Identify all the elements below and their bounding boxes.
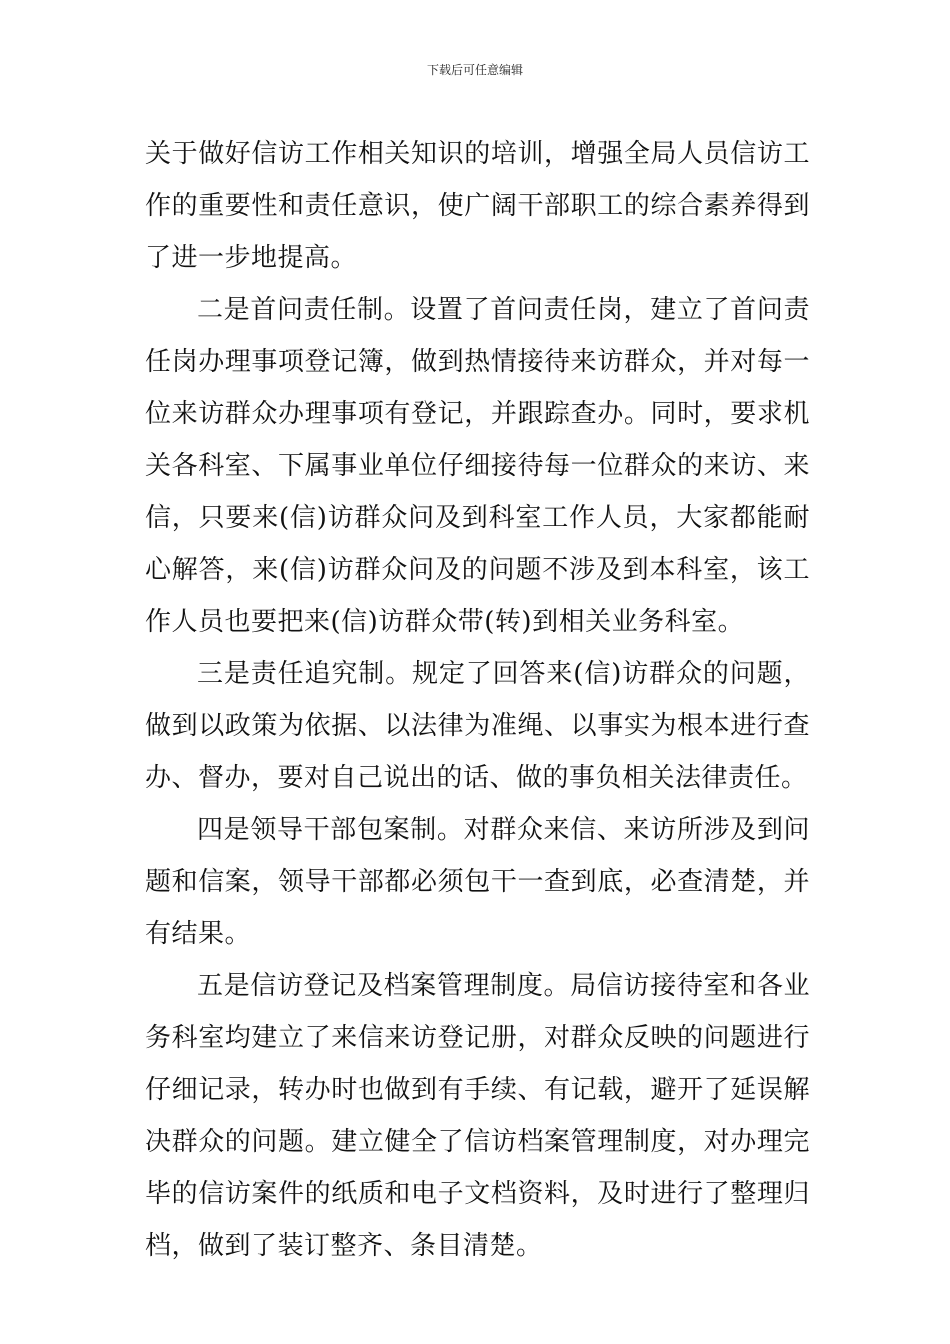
text-line: 务科室均建立了来信来访登记册，对群众反映的问题进行 (145, 1023, 810, 1053)
text-line: 做到以政策为依据、以法律为准绳、以事实为根本进行查 (145, 711, 810, 741)
text-line: 了进一步地提高。 (145, 243, 358, 273)
text-line: 作人员也要把来(信)访群众带(转)到相关业务科室。 (145, 607, 745, 637)
text-line: 决群众的问题。建立健全了信访档案管理制度，对办理完 (145, 1127, 810, 1157)
text-line: 有结果。 (145, 919, 252, 949)
text-line: 关各科室、下属事业单位仔细接待每一位群众的来访、来 (145, 451, 810, 481)
text-line: 任岗办理事项登记簿，做到热情接待来访群众，并对每一 (145, 347, 810, 377)
paragraph-first-line: 五是信访登记及档案管理制度。局信访接待室和各业 (197, 971, 810, 1001)
page-header: 下载后可任意编辑 (426, 63, 523, 77)
text-line: 毕的信访案件的纸质和电子文档资料，及时进行了整理归 (145, 1179, 810, 1209)
text-line: 心解答，来(信)访群众问及的问题不涉及到本科室，该工 (145, 555, 810, 585)
paragraph-first-line: 二是首问责任制。设置了首问责任岗，建立了首问责 (197, 295, 810, 325)
text-line: 位来访群众办理事项有登记，并跟踪查办。同时，要求机 (145, 399, 810, 429)
text-line: 关于做好信访工作相关知识的培训，增强全局人员信访工 (145, 139, 810, 169)
text-line: 作的重要性和责任意识，使广阔干部职工的综合素养得到 (145, 191, 810, 221)
paragraph-first-line: 四是领导干部包案制。对群众来信、来访所涉及到问 (197, 815, 810, 845)
paragraph-first-line: 三是责任追究制。规定了回答来(信)访群众的问题， (197, 659, 810, 689)
text-line: 办、督办，要对自己说出的话、做的事负相关法律责任。 (145, 763, 808, 793)
text-line: 档，做到了装订整齐、条目清楚。 (145, 1231, 543, 1261)
text-line: 题和信案，领导干部都必须包干一查到底，必查清楚，并 (145, 867, 810, 897)
text-line: 仔细记录，转办时也做到有手续、有记载，避开了延误解 (145, 1075, 810, 1105)
document-body (145, 128, 810, 1272)
text-line: 信，只要来(信)访群众问及到科室工作人员，大家都能耐 (145, 503, 810, 533)
